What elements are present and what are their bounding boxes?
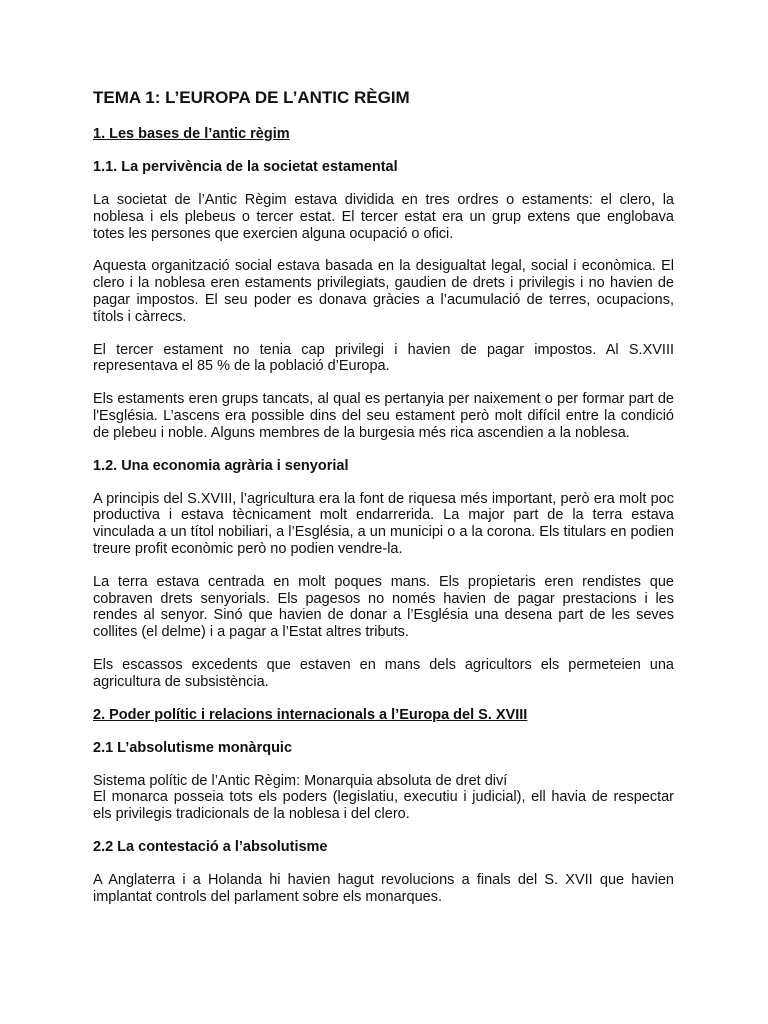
section-2-heading: 2. Poder polític i relacions internacionals a l’Europa del S. XVIII [93, 706, 528, 723]
paragraph: A principis del S.XVIII, l’agricultura era la font de riquesa més important, però era molt poc productiva i estava tècnicament molt endarrerida. La major part de la terra estava vinculada a un títol nobiliari, a l’Església, a un municipi o a la corona. Els titulars en podien treure profit econòmic però no podien vendre-la. [93, 490, 674, 557]
paragraph: La societat de l’Antic Règim estava dividida en tres ordres o estaments: el clero, la noblesa i els plebeus o tercer estat. El tercer estat era un grup extens que englobava totes les persones que exercien alguna ocupació o ofici. [93, 192, 674, 242]
section-1-heading: 1. Les bases de l’antic règim [93, 126, 290, 142]
paragraph: Aquesta organització social estava basada en la desigualtat legal, social i econòmica. El clero i la noblesa eren estaments privilegiats, gaudien de drets i privilegis i no havien de pagar impostos. El seu poder es donava gràcies a l’acumulació de terres, ocupacions, títols i càrrecs. [93, 258, 674, 325]
paragraph-line: El monarca posseia tots els poders (legislatiu, executiu i judicial), ell havia de respectar els privilegis tradicionals de la noblesa i del clero. [93, 789, 674, 823]
subsection-1-1-heading: 1.1. La pervivència de la societat estamental [93, 159, 398, 175]
subsection-2-2-heading: 2.2 La contestació a l’absolutisme [93, 838, 328, 855]
paragraph: Els escassos excedents que estaven en mans dels agricultors els permeteien una agricultura de subsistència. [93, 656, 674, 690]
paragraph: A Anglaterra i a Holanda hi havien hagut revolucions a finals del S. XVII que havien implantat controls del parlament sobre els monarques. [93, 871, 674, 905]
subsection-1-2-heading: 1.2. Una economia agrària i senyorial [93, 457, 349, 474]
paragraph-line: Sistema polític de l’Antic Règim: Monarquia absoluta de dret diví [93, 772, 508, 789]
paragraph: Els estaments eren grups tancats, al qual es pertanyia per naixement o per formar part de l'Església. L’ascens era possible dins del seu estament però molt difícil entre la condició de plebeu i noble. Alguns membres de la burgesia més rica ascendien a la noblesa. [93, 391, 674, 441]
paragraph [93, 773, 674, 823]
paragraph: El tercer estament no tenia cap privilegi i havien de pagar impostos. Al S.XVIII representava el 85 % de la població d’Europa. [93, 341, 674, 375]
document-title: TEMA 1: L’EUROPA DE L’ANTIC RÈGIM [93, 88, 410, 107]
paragraph: La terra estava centrada en molt poques mans. Els propietaris eren rendistes que cobraven drets senyorials. Els pagesos no només havien de pagar prestacions i les rendes al senyor. Sinó que havien de donar a l’Església una desena part de les seves collites (el delme) i a pagar a l’Estat altres tributs. [93, 573, 674, 641]
subsection-2-1-heading: 2.1 L’absolutisme monàrquic [93, 739, 293, 756]
